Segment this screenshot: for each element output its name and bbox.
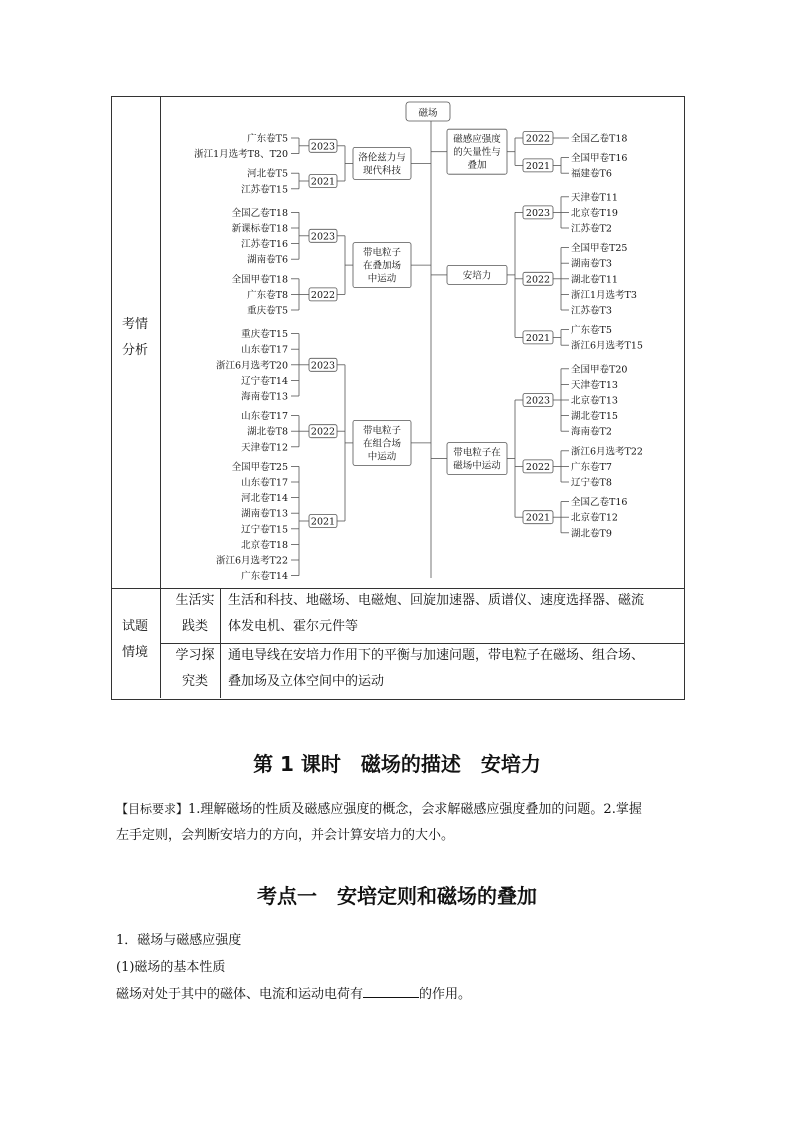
mindmap-item: 天津卷T12 [241, 442, 288, 454]
mindmap-item: 河北卷T5 [247, 168, 288, 180]
kaoqing-label: 考情 分析 [122, 317, 149, 358]
mindmap-item: 全国甲卷T16 [571, 153, 628, 165]
mindmap-item: 湖南卷T13 [241, 508, 288, 520]
mindmap-item: 全国乙卷T18 [571, 133, 628, 145]
mindmap-item: 北京卷T19 [571, 207, 618, 219]
goal-tag: 【目标要求】 [116, 802, 189, 816]
mindmap-item: 北京卷T18 [241, 539, 288, 551]
mindmap-topic-label: 在组合场 [362, 438, 402, 450]
lesson-title: 第 1 课时 磁场的描述 安培力 [253, 752, 541, 776]
mindmap-item: 浙江6月选考T22 [216, 555, 288, 567]
mindmap-item: 天津卷T13 [571, 379, 618, 391]
mindmap-topic-label: 磁场中运动 [453, 460, 501, 472]
mindmap-item: 浙江6月选考T22 [571, 446, 643, 458]
mindmap-item: 山东卷T17 [241, 344, 288, 356]
mindmap-topic-label: 的矢量性与 [453, 147, 501, 159]
mindmap-topic-label: 在叠加场 [362, 260, 402, 272]
mindmap-year-label: 2021 [310, 516, 336, 528]
mindmap-item: 辽宁卷T8 [571, 477, 612, 489]
mindmap-topic-label: 带电粒子在 [453, 447, 501, 459]
mindmap-item: 全国乙卷T16 [571, 497, 628, 509]
mindmap-year-label: 2022 [525, 133, 551, 145]
mindmap-item: 全国甲卷T25 [571, 243, 628, 255]
mindmap-year-label: 2022 [525, 274, 551, 286]
mindmap-item: 浙江6月选考T20 [216, 360, 288, 372]
mindmap-year-label: 2021 [525, 332, 551, 344]
mindmap-item: 江苏卷T16 [241, 239, 288, 251]
mindmap-item: 全国甲卷T18 [231, 274, 288, 286]
section-title: 考点一 安培定则和磁场的叠加 [257, 884, 537, 908]
mindmap-year-label: 2021 [525, 160, 551, 172]
mindmap-item: 海南卷T2 [571, 426, 612, 438]
mindmap-item: 天津卷T11 [571, 192, 618, 204]
mindmap-topic-label: 安培力 [462, 270, 492, 282]
mindmap-item: 全国乙卷T18 [231, 207, 288, 219]
topic-mindmap [161, 96, 683, 588]
mindmap-item: 全国甲卷T25 [231, 461, 288, 473]
row-category-study: 学习探 究类 [175, 648, 215, 689]
mindmap-item: 重庆卷T5 [247, 305, 288, 317]
mindmap-item: 湖北卷T9 [571, 528, 612, 540]
mindmap-topic-label: 带电粒子 [362, 425, 402, 437]
mindmap-year-label: 2022 [525, 461, 551, 473]
mindmap-item: 广东卷T8 [247, 289, 288, 301]
mindmap-item: 辽宁卷T15 [241, 524, 288, 536]
mindmap-item: 北京卷T13 [571, 395, 618, 407]
mindmap-root-label: 磁场 [418, 108, 438, 119]
fill-in-blank[interactable] [363, 985, 419, 998]
mindmap-year-label: 2023 [310, 360, 336, 372]
mindmap-topic-label: 洛伦兹力与 [358, 152, 406, 164]
mindmap-item: 广东卷T14 [241, 571, 288, 583]
body-sentence: 磁场对处于其中的磁体、电流和运动电荷有 的作用。 [116, 987, 472, 1002]
item-1-1-heading: (1)磁场的基本性质 [116, 960, 226, 975]
mindmap-topic-label: 叠加 [467, 160, 487, 172]
mindmap-topic-label: 中运动 [367, 451, 397, 463]
mindmap-year-label: 2023 [525, 207, 551, 219]
mindmap-item: 湖南卷T6 [247, 254, 288, 266]
row-content-study: 通电导线在安培力作用下的平衡与加速问题，带电粒子在磁场、组合场、 叠加场及立体空间中的运动 [228, 648, 645, 689]
mindmap-item: 海南卷T13 [241, 391, 288, 403]
shiti-label: 试题 情境 [122, 619, 149, 660]
mindmap-topic-label: 中运动 [367, 273, 397, 285]
mindmap-item: 辽宁卷T14 [241, 375, 288, 387]
learning-goals: 【目标要求】1.理解磁场的性质及磁感应强度的概念，会求解磁感应强度叠加的问题。2.掌握 左手定则，会判断安培力的方向，并会计算安培力的大小。 [116, 802, 642, 843]
mindmap-item: 浙江6月选考T15 [571, 340, 643, 352]
row-content-life: 生活和科技、地磁场、电磁炮、回旋加速器、质谱仪、速度选择器、磁流 体发电机、霍尔元件等 [228, 593, 645, 634]
mindmap-topic-label: 带电粒子 [362, 247, 402, 259]
mindmap-year-label: 2022 [310, 289, 336, 301]
mindmap-year-label: 2023 [310, 231, 336, 243]
mindmap-item: 重庆卷T15 [241, 329, 288, 341]
mindmap-item: 湖北卷T15 [571, 411, 618, 423]
mindmap-item: 江苏卷T2 [571, 223, 612, 235]
mindmap-topic-label: 现代科技 [362, 165, 402, 177]
mindmap-item: 湖南卷T3 [571, 258, 612, 270]
mindmap-year-label: 2021 [525, 512, 551, 524]
mindmap-item: 浙江1月选考T8、T20 [194, 149, 288, 161]
mindmap-item: 广东卷T5 [247, 133, 288, 145]
mindmap-item: 山东卷T17 [241, 411, 288, 423]
mindmap-item: 北京卷T12 [571, 512, 618, 524]
mindmap-item: 江苏卷T3 [571, 305, 612, 317]
mindmap-item: 河北卷T14 [241, 493, 288, 505]
mindmap-year-label: 2022 [310, 426, 336, 438]
mindmap-item: 湖北卷T8 [247, 426, 288, 438]
mindmap-year-label: 2021 [310, 176, 336, 188]
item-1-heading: 1．磁场与磁感应强度 [116, 933, 242, 948]
mindmap-item: 全国甲卷T20 [571, 364, 628, 376]
mindmap-year-label: 2023 [310, 141, 336, 153]
mindmap-item: 广东卷T5 [571, 325, 612, 337]
mindmap-item: 山东卷T17 [241, 477, 288, 489]
mindmap-topic-label: 磁感应强度 [453, 134, 501, 146]
mindmap-item: 福建卷T6 [571, 168, 612, 180]
mindmap-item: 广东卷T7 [571, 461, 612, 473]
mindmap-item: 浙江1月选考T3 [571, 289, 637, 301]
mindmap-item: 湖北卷T11 [571, 274, 618, 286]
mindmap-item: 江苏卷T15 [241, 184, 288, 196]
mindmap-year-label: 2023 [525, 395, 551, 407]
row-category-life: 生活实 践类 [175, 593, 215, 634]
mindmap-item: 新课标卷T18 [231, 223, 288, 235]
